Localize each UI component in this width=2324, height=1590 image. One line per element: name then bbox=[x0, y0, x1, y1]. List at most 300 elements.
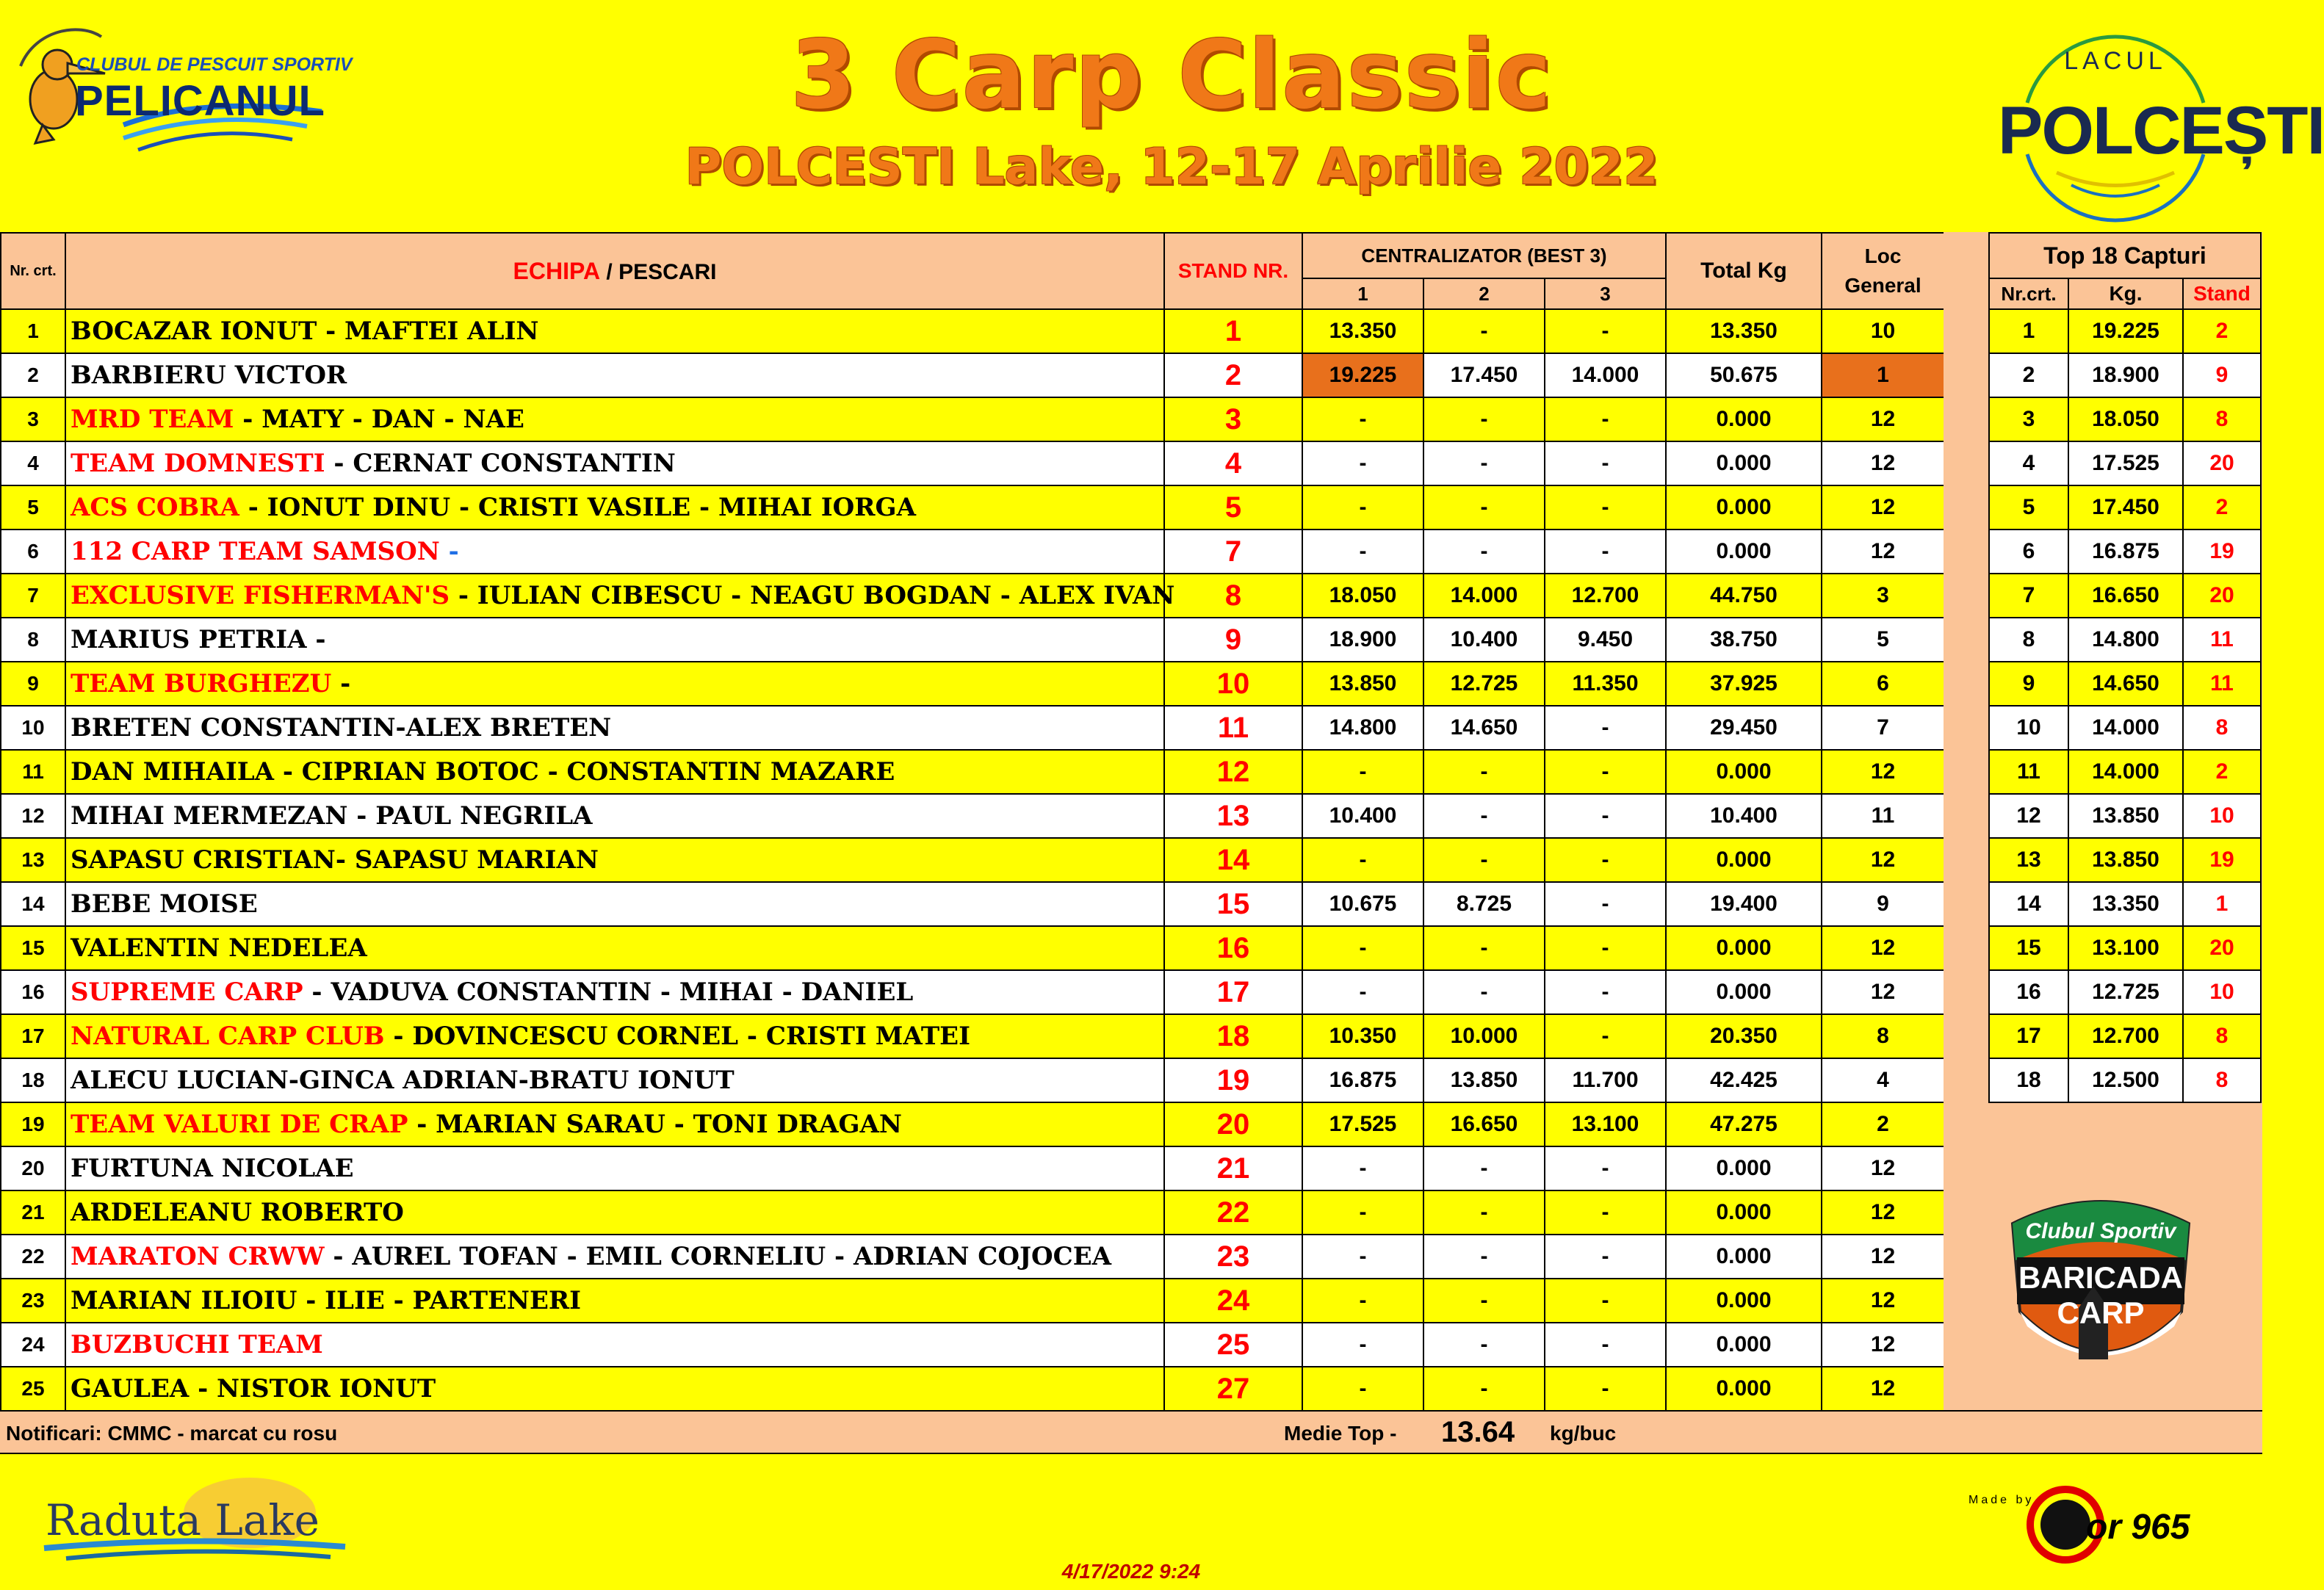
row-team bbox=[65, 1102, 1164, 1146]
raduta-lake-logo bbox=[37, 1476, 353, 1564]
row-team bbox=[65, 662, 1164, 706]
angler-names: GAULEA - NISTOR IONUT bbox=[71, 1374, 436, 1403]
row-catch-3: 11.350 bbox=[1545, 662, 1666, 706]
top-row-nr: 6 bbox=[1989, 530, 2068, 574]
row-catch-1: 10.350 bbox=[1302, 1014, 1423, 1058]
team-name: EXCLUSIVE FISHERMAN'S bbox=[71, 581, 450, 610]
row-catch-1: - bbox=[1302, 1235, 1423, 1279]
row-catch-1: - bbox=[1302, 1146, 1423, 1190]
row-stand: 3 bbox=[1164, 397, 1302, 441]
top-row-stand: 8 bbox=[2183, 397, 2261, 441]
row-total: 44.750 bbox=[1666, 574, 1822, 618]
polcesti-name-text: POLCEȘTI bbox=[1998, 93, 2324, 168]
angler-names: MIHAI MERMEZAN - PAUL NEGRILA bbox=[71, 801, 593, 831]
row-catch-3: 12.700 bbox=[1545, 574, 1666, 618]
row-catch-3: - bbox=[1545, 1014, 1666, 1058]
col-header-team-pescari: / PESCARI bbox=[600, 259, 717, 284]
row-loc: 12 bbox=[1822, 1279, 1944, 1323]
row-nr: 9 bbox=[1, 662, 65, 706]
top-row bbox=[1989, 309, 2261, 353]
row-catch-1: 10.400 bbox=[1302, 794, 1423, 838]
team-name: MARATON CRWW bbox=[71, 1242, 325, 1271]
gor-965-logo bbox=[1968, 1472, 2233, 1560]
row-loc: 1 bbox=[1822, 353, 1944, 397]
team-name: TEAM VALURI DE CRAP bbox=[71, 1110, 408, 1139]
row-nr: 1 bbox=[1, 309, 65, 353]
row-loc: 12 bbox=[1822, 1367, 1944, 1411]
team-name: ACS COBRA bbox=[71, 493, 239, 522]
col-header-team-echipa: ECHIPA bbox=[513, 257, 601, 284]
table-row bbox=[1, 441, 1944, 485]
row-nr: 25 bbox=[1, 1367, 65, 1411]
top-row-nr: 13 bbox=[1989, 838, 2068, 882]
row-catch-3: - bbox=[1545, 1146, 1666, 1190]
row-catch-1: - bbox=[1302, 397, 1423, 441]
row-total: 19.400 bbox=[1666, 882, 1822, 926]
top-row-nr: 9 bbox=[1989, 662, 2068, 706]
row-nr: 8 bbox=[1, 618, 65, 662]
row-nr: 22 bbox=[1, 1235, 65, 1279]
table-row bbox=[1, 1323, 1944, 1367]
angler-names: - IULIAN CIBESCU - NEAGU BOGDAN - ALEX IVAN bbox=[450, 581, 1175, 610]
row-catch-1: - bbox=[1302, 750, 1423, 794]
row-stand: 5 bbox=[1164, 485, 1302, 530]
angler-names: ALECU LUCIAN-GINCA ADRIAN-BRATU IONUT bbox=[71, 1066, 735, 1095]
top-row-stand: 1 bbox=[2183, 882, 2261, 926]
col-header-centralizator: CENTRALIZATOR (BEST 3) bbox=[1302, 233, 1666, 278]
row-loc: 12 bbox=[1822, 838, 1944, 882]
row-catch-2: - bbox=[1423, 1323, 1545, 1367]
row-nr: 6 bbox=[1, 530, 65, 574]
row-catch-3: - bbox=[1545, 882, 1666, 926]
row-total: 29.450 bbox=[1666, 706, 1822, 750]
table-row bbox=[1, 706, 1944, 750]
angler-names: - bbox=[331, 669, 351, 698]
row-team bbox=[65, 1235, 1164, 1279]
col-header-loc bbox=[1822, 233, 1944, 309]
angler-names: - MARIAN SARAU - TONI DRAGAN bbox=[408, 1110, 903, 1139]
row-nr: 23 bbox=[1, 1279, 65, 1323]
row-catch-2: 10.400 bbox=[1423, 618, 1545, 662]
row-catch-3: - bbox=[1545, 1190, 1666, 1235]
top-row-kg: 18.050 bbox=[2068, 397, 2183, 441]
top-row-stand: 2 bbox=[2183, 485, 2261, 530]
top-row-nr: 4 bbox=[1989, 441, 2068, 485]
row-team bbox=[65, 794, 1164, 838]
top-row-stand: 19 bbox=[2183, 838, 2261, 882]
row-loc: 12 bbox=[1822, 970, 1944, 1014]
row-catch-2: - bbox=[1423, 1190, 1545, 1235]
row-nr: 7 bbox=[1, 574, 65, 618]
row-catch-2: - bbox=[1423, 926, 1545, 970]
angler-names: BEBE MOISE bbox=[71, 889, 258, 919]
medie-value: 13.64 bbox=[1441, 1416, 1515, 1448]
row-nr: 20 bbox=[1, 1146, 65, 1190]
table-row bbox=[1, 882, 1944, 926]
row-catch-1: - bbox=[1302, 838, 1423, 882]
table-row bbox=[1, 1279, 1944, 1323]
row-loc: 12 bbox=[1822, 530, 1944, 574]
polcesti-logo bbox=[1998, 15, 2324, 228]
row-team bbox=[65, 441, 1164, 485]
row-total: 50.675 bbox=[1666, 353, 1822, 397]
top-row-stand: 11 bbox=[2183, 662, 2261, 706]
row-catch-2: - bbox=[1423, 970, 1545, 1014]
row-total: 47.275 bbox=[1666, 1102, 1822, 1146]
row-catch-1: - bbox=[1302, 1323, 1423, 1367]
row-catch-3: - bbox=[1545, 838, 1666, 882]
row-loc: 12 bbox=[1822, 1146, 1944, 1190]
table-row bbox=[1, 794, 1944, 838]
row-catch-1: 17.525 bbox=[1302, 1102, 1423, 1146]
top-row-stand: 2 bbox=[2183, 750, 2261, 794]
row-catch-3: - bbox=[1545, 1367, 1666, 1411]
table-row bbox=[1, 838, 1944, 882]
row-nr: 18 bbox=[1, 1058, 65, 1102]
row-catch-2: - bbox=[1423, 1367, 1545, 1411]
top-row-kg: 12.500 bbox=[2068, 1058, 2183, 1102]
angler-names: BARBIERU VICTOR bbox=[71, 361, 347, 390]
top-title: Top 18 Capturi bbox=[1989, 233, 2261, 278]
top-row-kg: 13.850 bbox=[2068, 794, 2183, 838]
row-stand: 14 bbox=[1164, 838, 1302, 882]
top-row-nr: 1 bbox=[1989, 309, 2068, 353]
top-row-stand: 8 bbox=[2183, 1058, 2261, 1102]
page-header bbox=[0, 0, 2324, 232]
row-team bbox=[65, 530, 1164, 574]
row-catch-3: 14.000 bbox=[1545, 353, 1666, 397]
row-loc: 12 bbox=[1822, 441, 1944, 485]
top-row bbox=[1989, 794, 2261, 838]
team-name: MRD TEAM bbox=[71, 405, 234, 434]
row-catch-3: - bbox=[1545, 441, 1666, 485]
table-row bbox=[1, 1146, 1944, 1190]
row-team bbox=[65, 970, 1164, 1014]
top-row bbox=[1989, 485, 2261, 530]
angler-names: SAPASU CRISTIAN- SAPASU MARIAN bbox=[71, 845, 599, 875]
row-catch-3: 9.450 bbox=[1545, 618, 1666, 662]
angler-names: VALENTIN NEDELEA bbox=[71, 933, 367, 963]
row-catch-3: - bbox=[1545, 397, 1666, 441]
top-row-nr: 18 bbox=[1989, 1058, 2068, 1102]
team-name: TEAM DOMNESTI bbox=[71, 449, 325, 478]
angler-names: - CERNAT CONSTANTIN bbox=[325, 449, 676, 478]
baricada-club-text: Clubul Sportiv bbox=[2025, 1219, 2176, 1243]
row-loc: 9 bbox=[1822, 882, 1944, 926]
row-loc: 6 bbox=[1822, 662, 1944, 706]
row-catch-2: - bbox=[1423, 309, 1545, 353]
row-catch-2: 14.650 bbox=[1423, 706, 1545, 750]
row-stand: 13 bbox=[1164, 794, 1302, 838]
row-catch-2: 10.000 bbox=[1423, 1014, 1545, 1058]
top-row-kg: 14.800 bbox=[2068, 618, 2183, 662]
baricada-name-text: BARICADA CARP bbox=[2018, 1260, 2183, 1330]
row-catch-1: 10.675 bbox=[1302, 882, 1423, 926]
angler-names: ARDELEANU ROBERTO bbox=[71, 1198, 404, 1227]
top-row-nr: 10 bbox=[1989, 706, 2068, 750]
row-team bbox=[65, 1367, 1164, 1411]
row-stand: 22 bbox=[1164, 1190, 1302, 1235]
row-stand: 19 bbox=[1164, 1058, 1302, 1102]
row-nr: 19 bbox=[1, 1102, 65, 1146]
row-total: 0.000 bbox=[1666, 1190, 1822, 1235]
results-table bbox=[0, 232, 1945, 1412]
row-stand: 18 bbox=[1164, 1014, 1302, 1058]
row-total: 42.425 bbox=[1666, 1058, 1822, 1102]
row-catch-3: - bbox=[1545, 970, 1666, 1014]
angler-names: FURTUNA NICOLAE bbox=[71, 1154, 354, 1183]
row-catch-2: - bbox=[1423, 1279, 1545, 1323]
row-catch-1: - bbox=[1302, 1190, 1423, 1235]
row-nr: 2 bbox=[1, 353, 65, 397]
top-row-stand: 19 bbox=[2183, 530, 2261, 574]
top-row bbox=[1989, 970, 2261, 1014]
top-row bbox=[1989, 750, 2261, 794]
row-catch-1: - bbox=[1302, 441, 1423, 485]
table-row bbox=[1, 1190, 1944, 1235]
top-row-nr: 12 bbox=[1989, 794, 2068, 838]
row-total: 0.000 bbox=[1666, 530, 1822, 574]
table-row bbox=[1, 530, 1944, 574]
row-nr: 12 bbox=[1, 794, 65, 838]
team-name: NATURAL CARP CLUB bbox=[71, 1022, 385, 1051]
row-catch-1: 14.800 bbox=[1302, 706, 1423, 750]
top-row-stand: 11 bbox=[2183, 618, 2261, 662]
angler-names: - DOVINCESCU CORNEL - CRISTI MATEI bbox=[384, 1022, 970, 1051]
row-loc: 12 bbox=[1822, 926, 1944, 970]
top-row bbox=[1989, 574, 2261, 618]
table-row bbox=[1, 574, 1944, 618]
row-total: 0.000 bbox=[1666, 970, 1822, 1014]
table-row bbox=[1, 970, 1944, 1014]
top-row-kg: 13.350 bbox=[2068, 882, 2183, 926]
top-col-stand: Stand bbox=[2183, 278, 2261, 309]
top-row-nr: 8 bbox=[1989, 618, 2068, 662]
row-catch-3: 11.700 bbox=[1545, 1058, 1666, 1102]
row-total: 0.000 bbox=[1666, 926, 1822, 970]
angler-names: MARIAN ILIOIU - ILIE - PARTENERI bbox=[71, 1286, 582, 1315]
top-row-kg: 16.650 bbox=[2068, 574, 2183, 618]
top-row bbox=[1989, 1014, 2261, 1058]
row-loc: 8 bbox=[1822, 1014, 1944, 1058]
row-team bbox=[65, 838, 1164, 882]
row-catch-1: 16.875 bbox=[1302, 1058, 1423, 1102]
row-total: 0.000 bbox=[1666, 441, 1822, 485]
row-catch-2: 13.850 bbox=[1423, 1058, 1545, 1102]
row-stand: 1 bbox=[1164, 309, 1302, 353]
row-catch-2: - bbox=[1423, 1146, 1545, 1190]
row-team bbox=[65, 1190, 1164, 1235]
row-loc: 10 bbox=[1822, 309, 1944, 353]
top-row-kg: 12.725 bbox=[2068, 970, 2183, 1014]
row-loc: 5 bbox=[1822, 618, 1944, 662]
top-row-stand: 9 bbox=[2183, 353, 2261, 397]
row-catch-2: - bbox=[1423, 750, 1545, 794]
row-nr: 21 bbox=[1, 1190, 65, 1235]
table-row bbox=[1, 926, 1944, 970]
angler-names: BOCAZAR IONUT - MAFTEI ALIN bbox=[71, 317, 539, 346]
top-row-kg: 12.700 bbox=[2068, 1014, 2183, 1058]
table-row bbox=[1, 1058, 1944, 1102]
row-team bbox=[65, 574, 1175, 618]
row-team bbox=[65, 1058, 1164, 1102]
row-total: 20.350 bbox=[1666, 1014, 1822, 1058]
row-catch-1: 18.050 bbox=[1302, 574, 1423, 618]
row-stand: 20 bbox=[1164, 1102, 1302, 1146]
top-row-kg: 17.525 bbox=[2068, 441, 2183, 485]
top-row-kg: 13.100 bbox=[2068, 926, 2183, 970]
row-total: 0.000 bbox=[1666, 838, 1822, 882]
made-by-text: Made by bbox=[1968, 1494, 2035, 1506]
top-row-stand: 10 bbox=[2183, 794, 2261, 838]
angler-names: DAN MIHAILA - CIPRIAN BOTOC - CONSTANTIN MAZARE bbox=[71, 757, 895, 787]
top-row-stand: 2 bbox=[2183, 309, 2261, 353]
baricada-logo bbox=[1998, 1179, 2204, 1385]
top-row-stand: 10 bbox=[2183, 970, 2261, 1014]
row-catch-3: - bbox=[1545, 1323, 1666, 1367]
row-loc: 12 bbox=[1822, 1323, 1944, 1367]
top-row-nr: 14 bbox=[1989, 882, 2068, 926]
top-row-stand: 20 bbox=[2183, 574, 2261, 618]
row-catch-3: - bbox=[1545, 794, 1666, 838]
top-row bbox=[1989, 618, 2261, 662]
top-row bbox=[1989, 397, 2261, 441]
team-name: SUPREME CARP bbox=[71, 978, 303, 1007]
row-catch-3: - bbox=[1545, 530, 1666, 574]
team-name: TEAM BURGHEZU bbox=[71, 669, 332, 698]
row-catch-1: - bbox=[1302, 530, 1423, 574]
top-row-kg: 16.875 bbox=[2068, 530, 2183, 574]
row-nr: 24 bbox=[1, 1323, 65, 1367]
footer-row bbox=[0, 1410, 2262, 1454]
row-total: 13.350 bbox=[1666, 309, 1822, 353]
row-catch-3: - bbox=[1545, 309, 1666, 353]
top-row-kg: 19.225 bbox=[2068, 309, 2183, 353]
row-nr: 4 bbox=[1, 441, 65, 485]
row-stand: 11 bbox=[1164, 706, 1302, 750]
top-row-kg: 14.650 bbox=[2068, 662, 2183, 706]
row-team bbox=[65, 618, 1164, 662]
top-row bbox=[1989, 882, 2261, 926]
page-subtitle: POLCESTI Lake, 12-17 Aprilie 2022 bbox=[685, 138, 1659, 196]
row-catch-3: - bbox=[1545, 1235, 1666, 1279]
angler-names: - MATY - DAN - NAE bbox=[234, 405, 524, 434]
row-total: 0.000 bbox=[1666, 1367, 1822, 1411]
row-catch-2: 8.725 bbox=[1423, 882, 1545, 926]
top-row-nr: 15 bbox=[1989, 926, 2068, 970]
angler-names: - VADUVA CONSTANTIN - MIHAI - DANIEL bbox=[303, 978, 914, 1007]
row-catch-2: - bbox=[1423, 485, 1545, 530]
row-catch-2: 12.725 bbox=[1423, 662, 1545, 706]
row-total: 0.000 bbox=[1666, 485, 1822, 530]
top-row-nr: 5 bbox=[1989, 485, 2068, 530]
table-row bbox=[1, 485, 1944, 530]
top-row bbox=[1989, 838, 2261, 882]
row-total: 0.000 bbox=[1666, 1279, 1822, 1323]
top-row bbox=[1989, 706, 2261, 750]
row-catch-1: - bbox=[1302, 926, 1423, 970]
row-catch-2: - bbox=[1423, 441, 1545, 485]
angler-names: BRETEN CONSTANTIN-ALEX BRETEN bbox=[71, 713, 612, 742]
notificari-text: Notificari: CMMC - marcat cu rosu bbox=[6, 1422, 338, 1445]
top-row bbox=[1989, 441, 2261, 485]
row-nr: 11 bbox=[1, 750, 65, 794]
row-catch-1: - bbox=[1302, 1279, 1423, 1323]
raduta-lake-text: Raduta Lake bbox=[46, 1495, 320, 1545]
team-name: 112 CARP TEAM SAMSON bbox=[71, 537, 440, 566]
row-stand: 9 bbox=[1164, 618, 1302, 662]
table-row bbox=[1, 1102, 1944, 1146]
pelicanul-name-text: PELICANUL bbox=[75, 77, 325, 125]
col-header-nr: Nr. crt. bbox=[1, 233, 65, 309]
row-nr: 13 bbox=[1, 838, 65, 882]
top-row bbox=[1989, 530, 2261, 574]
row-stand: 17 bbox=[1164, 970, 1302, 1014]
row-catch-3: - bbox=[1545, 926, 1666, 970]
top-row-nr: 3 bbox=[1989, 397, 2068, 441]
row-loc: 2 bbox=[1822, 1102, 1944, 1146]
row-team bbox=[65, 750, 1164, 794]
row-team bbox=[65, 353, 1164, 397]
row-catch-2: - bbox=[1423, 1235, 1545, 1279]
row-team bbox=[65, 1323, 1164, 1367]
row-stand: 25 bbox=[1164, 1323, 1302, 1367]
row-stand: 23 bbox=[1164, 1235, 1302, 1279]
row-catch-1: 13.350 bbox=[1302, 309, 1423, 353]
row-catch-2: - bbox=[1423, 838, 1545, 882]
col-header-c2: 2 bbox=[1423, 278, 1545, 309]
top-row-stand: 8 bbox=[2183, 1014, 2261, 1058]
table-row bbox=[1, 1367, 1944, 1411]
gor-name-text: or 965 bbox=[2086, 1508, 2190, 1547]
angler-names: - AUREL TOFAN - EMIL CORNELIU - ADRIAN COJOCEA bbox=[324, 1242, 1112, 1271]
col-header-c3: 3 bbox=[1545, 278, 1666, 309]
row-loc: 12 bbox=[1822, 1235, 1944, 1279]
row-team bbox=[65, 882, 1164, 926]
top-row bbox=[1989, 353, 2261, 397]
row-catch-2: - bbox=[1423, 794, 1545, 838]
row-loc: 7 bbox=[1822, 706, 1944, 750]
top-row bbox=[1989, 926, 2261, 970]
top-catches-table bbox=[1988, 232, 2262, 1103]
row-catch-1: 19.225 bbox=[1302, 353, 1423, 397]
angler-names: - IONUT DINU - CRISTI VASILE - MIHAI IORGA bbox=[239, 493, 916, 522]
row-nr: 14 bbox=[1, 882, 65, 926]
row-catch-2: - bbox=[1423, 397, 1545, 441]
row-total: 0.000 bbox=[1666, 750, 1822, 794]
table-row bbox=[1, 662, 1944, 706]
row-nr: 3 bbox=[1, 397, 65, 441]
row-total: 0.000 bbox=[1666, 1323, 1822, 1367]
row-stand: 21 bbox=[1164, 1146, 1302, 1190]
row-catch-3: - bbox=[1545, 1279, 1666, 1323]
top-row-kg: 17.450 bbox=[2068, 485, 2183, 530]
top-row-kg: 14.000 bbox=[2068, 706, 2183, 750]
row-loc: 12 bbox=[1822, 750, 1944, 794]
row-team bbox=[65, 1279, 1164, 1323]
top-col-nr: Nr.crt. bbox=[1989, 278, 2068, 309]
row-total: 37.925 bbox=[1666, 662, 1822, 706]
row-catch-1: 13.850 bbox=[1302, 662, 1423, 706]
row-catch-2: 16.650 bbox=[1423, 1102, 1545, 1146]
table-row bbox=[1, 750, 1944, 794]
top-row-stand: 20 bbox=[2183, 441, 2261, 485]
row-total: 10.400 bbox=[1666, 794, 1822, 838]
row-team bbox=[65, 706, 1164, 750]
row-total: 0.000 bbox=[1666, 1146, 1822, 1190]
medie-label: Medie Top - bbox=[1284, 1422, 1397, 1445]
row-stand: 7 bbox=[1164, 530, 1302, 574]
